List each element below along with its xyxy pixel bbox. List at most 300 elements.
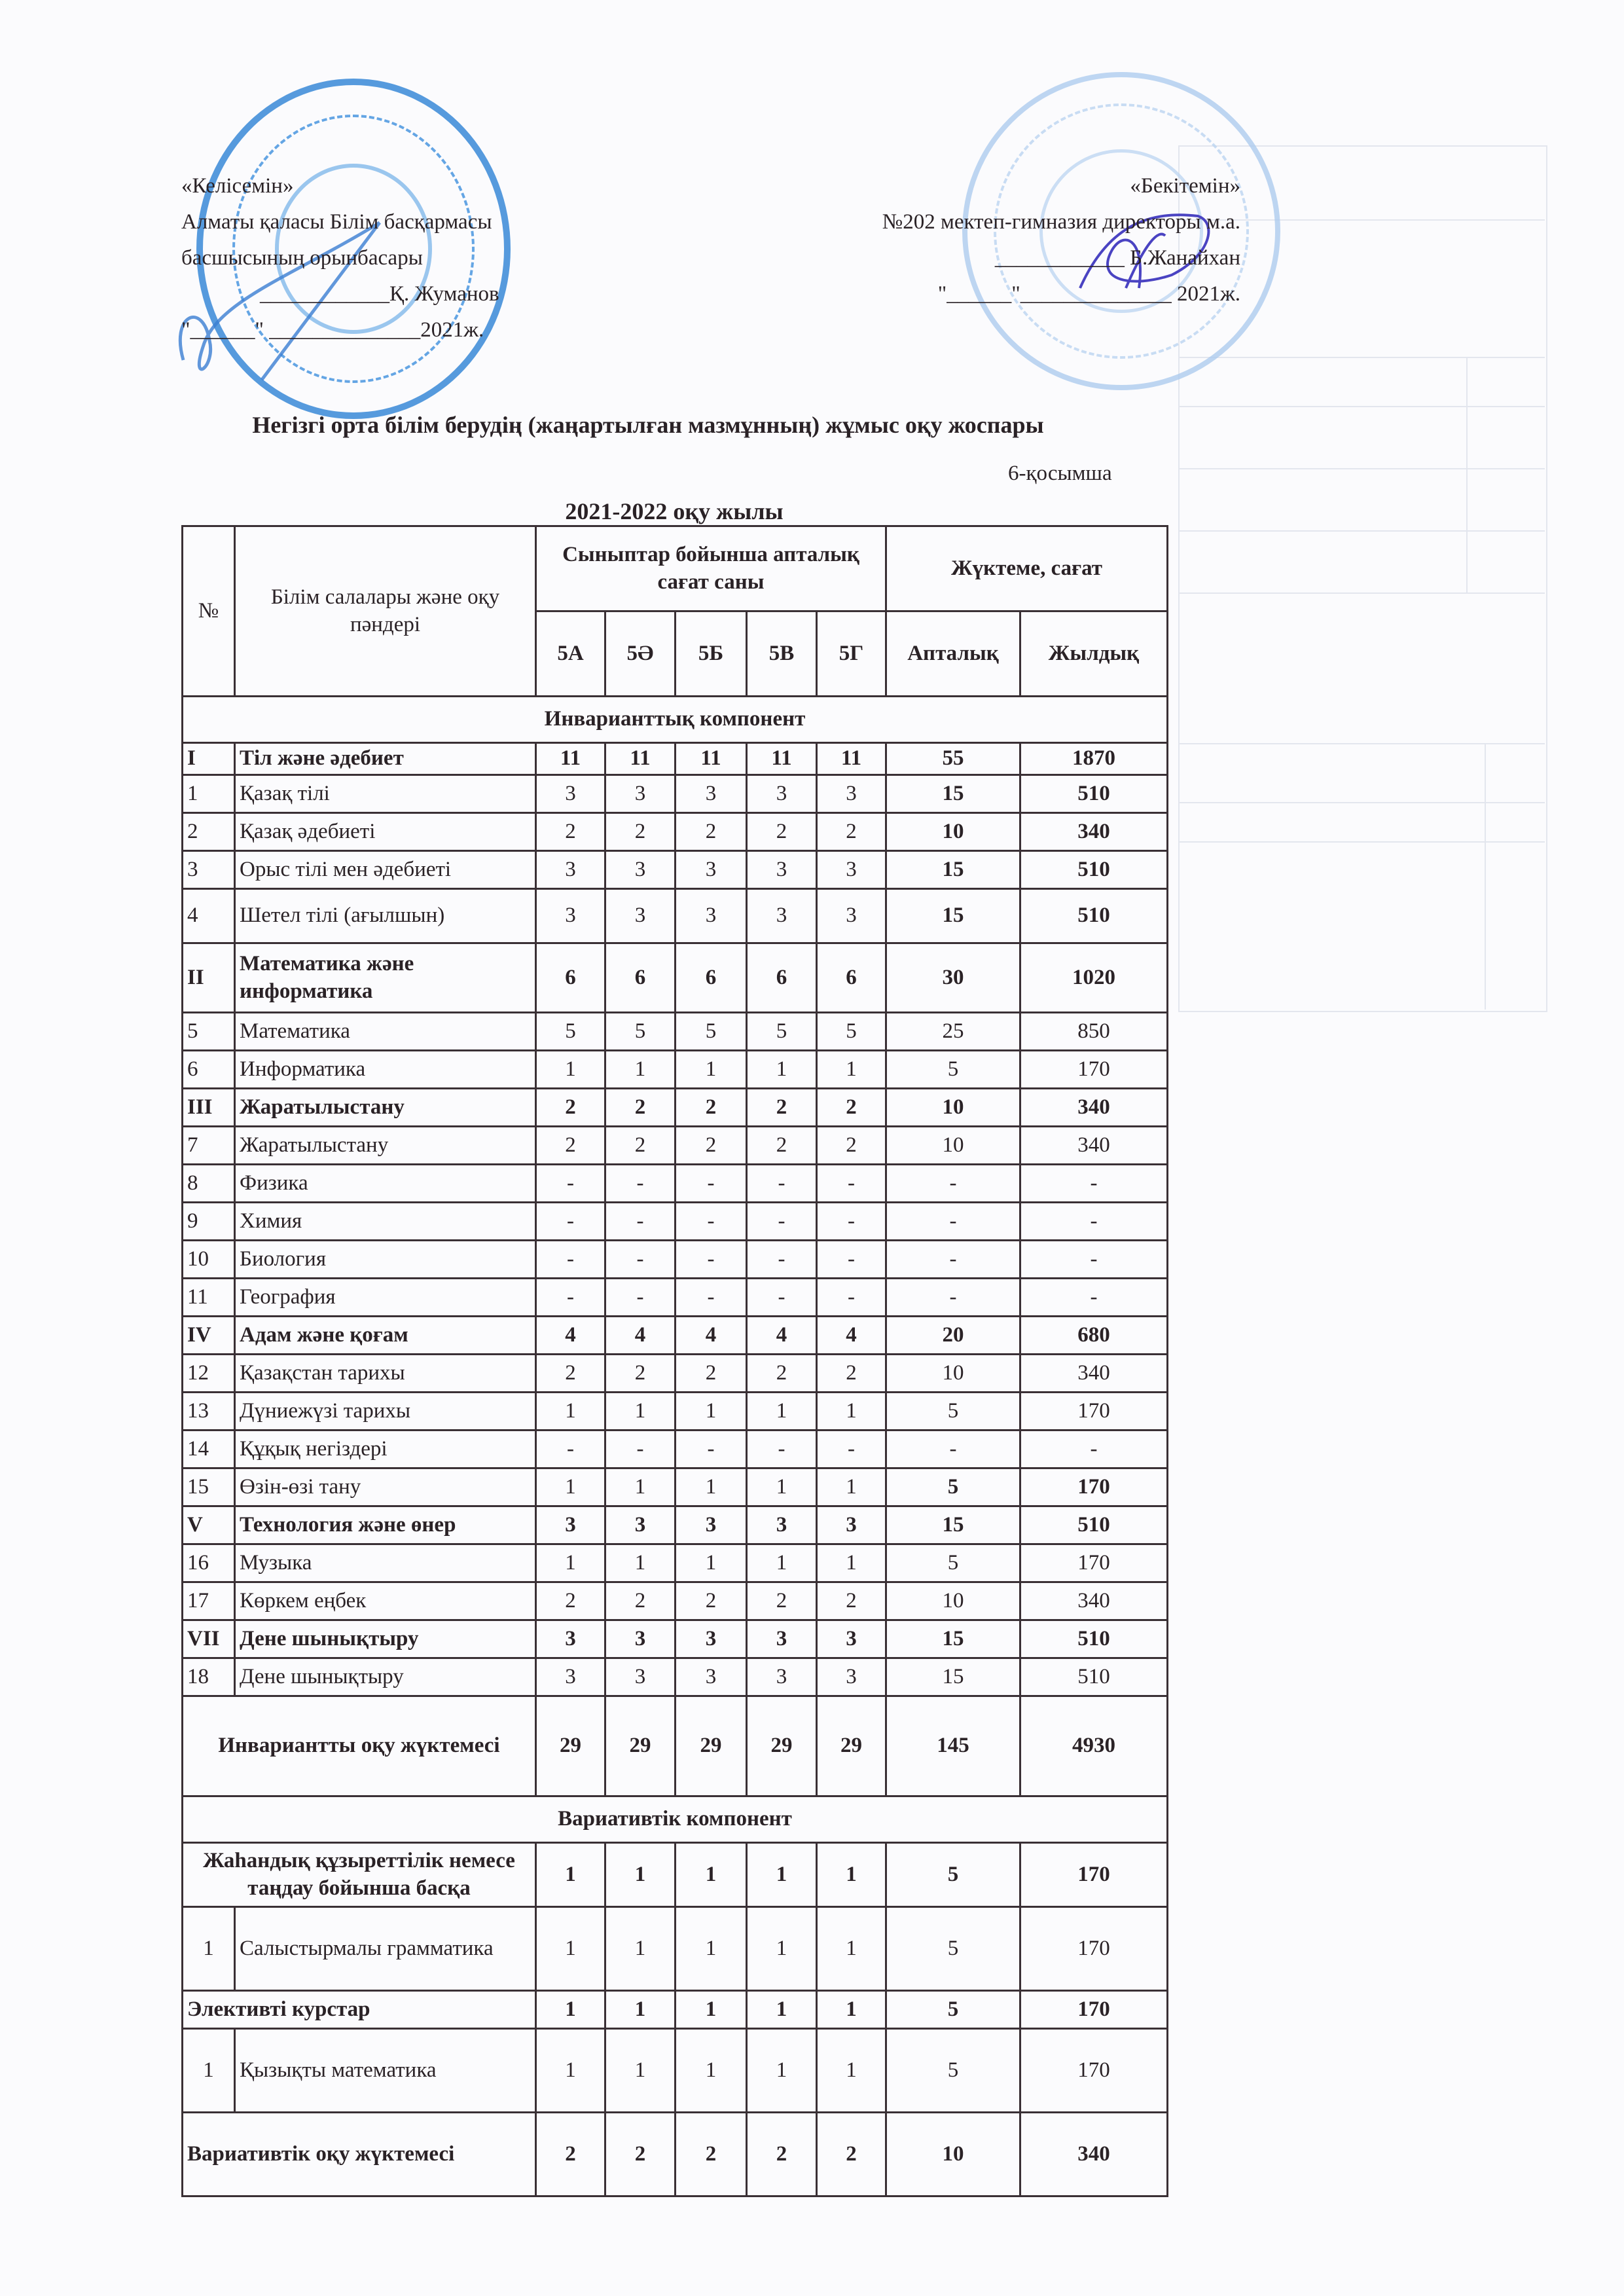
row-yearly: 1020 (1020, 943, 1168, 1013)
row-num: II (183, 943, 235, 1013)
row-num: 15 (183, 1468, 235, 1506)
row-class-hours: 5 (747, 1013, 817, 1051)
row-class-hours: 3 (605, 1506, 676, 1544)
row-class-hours: 2 (536, 1355, 605, 1393)
row-class-hours: 2 (605, 1127, 676, 1165)
row-subject: Физика (235, 1165, 536, 1203)
row-subject: Орыс тілі мен әдебиеті (235, 851, 536, 889)
invariant-section-title: Инварианттық компонент (183, 697, 1168, 743)
row-class-hours: 4 (676, 1317, 747, 1355)
row-num: 17 (183, 1582, 235, 1620)
row-class-hours: 1 (536, 1393, 605, 1430)
row-class-hours: 2 (676, 1355, 747, 1393)
row-class-hours: 2 (817, 1355, 886, 1393)
header-weekly: Апталық (886, 611, 1020, 697)
row-class-hours: 3 (747, 851, 817, 889)
approval-signer: ____________ Б.Жанайхан (994, 246, 1240, 270)
approval-org-line1: Алматы қаласы Білім басқармасы (181, 210, 492, 234)
row-weekly: 55 (886, 743, 1020, 775)
row-yearly: - (1020, 1203, 1168, 1241)
table-row-group (183, 1506, 1168, 1544)
row-class-hours: - (747, 1203, 817, 1241)
row-class-hours: 2 (536, 1582, 605, 1620)
row-class-hours: 3 (747, 1620, 817, 1658)
row-class-hours: 4 (747, 1317, 817, 1355)
row-subject: Жаратылыстану (235, 1127, 536, 1165)
row-num: 1 (183, 775, 235, 813)
row-class-hours: 1 (536, 1468, 605, 1506)
row-weekly: - (886, 1203, 1020, 1241)
row-class-hours: 1 (536, 2029, 605, 2113)
curriculum-table-body (183, 697, 1168, 2196)
row-weekly: 5 (886, 2029, 1020, 2113)
row-class-hours: 2 (536, 813, 605, 851)
table-row (183, 1355, 1168, 1393)
row-weekly: - (886, 1241, 1020, 1279)
row-class-hours: 2 (817, 1582, 886, 1620)
total-label: Вариативтік оқу жүктемесі (183, 2113, 536, 2196)
row-weekly: 15 (886, 775, 1020, 813)
header-num: № (183, 526, 235, 697)
table-row (183, 1468, 1168, 1506)
variative-section-title: Вариативтік компонент (183, 1796, 1168, 1843)
row-class-hours: 1 (605, 1393, 676, 1430)
row-class-hours: 3 (536, 1506, 605, 1544)
header-class: 5В (747, 611, 817, 697)
row-weekly: 5 (886, 1843, 1020, 1907)
row-class-hours: 1 (747, 1843, 817, 1907)
row-class-hours: 4 (536, 1317, 605, 1355)
row-num: V (183, 1506, 235, 1544)
row-subject: Салыстырмалы грамматика (235, 1907, 536, 1991)
row-num: 10 (183, 1241, 235, 1279)
row-class-hours: 1 (536, 1544, 605, 1582)
row-class-hours: - (747, 1430, 817, 1468)
row-weekly: 15 (886, 851, 1020, 889)
row-subject: Дене шынықтыру (235, 1620, 536, 1658)
row-class-hours: 1 (817, 1544, 886, 1582)
table-row (183, 1127, 1168, 1165)
row-class-hours: 1 (605, 1051, 676, 1089)
row-yearly: 1870 (1020, 743, 1168, 775)
total-class-hours: 2 (817, 2113, 886, 2196)
row-num: 8 (183, 1165, 235, 1203)
row-num: 1 (183, 1907, 235, 1991)
row-class-hours: 3 (676, 1658, 747, 1696)
row-class-hours: 1 (747, 1991, 817, 2029)
row-subject: Музыка (235, 1544, 536, 1582)
approval-block-right (877, 168, 1240, 312)
curriculum-table (181, 525, 1168, 2197)
row-weekly: 5 (886, 1907, 1020, 1991)
table-row (183, 1051, 1168, 1089)
row-class-hours: 5 (817, 1013, 886, 1051)
row-num: 2 (183, 813, 235, 851)
row-class-hours: 3 (817, 889, 886, 943)
row-weekly: 15 (886, 1506, 1020, 1544)
row-class-hours: 2 (747, 1355, 817, 1393)
row-weekly: 5 (886, 1393, 1020, 1430)
variative-group-label: Элективті курстар (183, 1991, 536, 2029)
row-subject: Математика (235, 1013, 536, 1051)
row-num: 4 (183, 889, 235, 943)
row-yearly: 340 (1020, 813, 1168, 851)
row-class-hours: - (536, 1241, 605, 1279)
row-num: IV (183, 1317, 235, 1355)
row-class-hours: 1 (747, 1544, 817, 1582)
row-num: III (183, 1089, 235, 1127)
row-num: 5 (183, 1013, 235, 1051)
table-row (183, 1658, 1168, 1696)
table-row (183, 775, 1168, 813)
row-yearly: 510 (1020, 1506, 1168, 1544)
total-weekly: 10 (886, 2113, 1020, 2196)
row-yearly: 340 (1020, 1089, 1168, 1127)
row-class-hours: 1 (747, 1907, 817, 1991)
invariant-section (183, 697, 1168, 743)
header-class: 5Ә (605, 611, 676, 697)
total-class-hours: 2 (676, 2113, 747, 2196)
row-class-hours: 3 (747, 1506, 817, 1544)
variative-group-row (183, 1843, 1168, 1907)
row-subject: Биология (235, 1241, 536, 1279)
row-yearly: 510 (1020, 1620, 1168, 1658)
row-class-hours: - (817, 1203, 886, 1241)
row-yearly: 340 (1020, 1127, 1168, 1165)
row-class-hours: 3 (747, 775, 817, 813)
invariant-total-row (183, 1696, 1168, 1796)
row-class-hours: 1 (817, 1907, 886, 1991)
row-class-hours: - (536, 1203, 605, 1241)
table-row (183, 1430, 1168, 1468)
row-weekly: 5 (886, 1051, 1020, 1089)
approval-date: "______" ______________2021ж. (181, 318, 484, 342)
total-weekly: 145 (886, 1696, 1020, 1796)
row-class-hours: 1 (676, 1843, 747, 1907)
row-class-hours: 2 (747, 1089, 817, 1127)
row-class-hours: - (676, 1279, 747, 1317)
variative-total-row (183, 2113, 1168, 2196)
row-class-hours: - (747, 1279, 817, 1317)
row-class-hours: 3 (676, 1506, 747, 1544)
row-subject: Информатика (235, 1051, 536, 1089)
row-class-hours: 1 (536, 1051, 605, 1089)
row-subject: География (235, 1279, 536, 1317)
row-class-hours: - (747, 1241, 817, 1279)
row-yearly: 850 (1020, 1013, 1168, 1051)
approval-date: "______"______________ 2021ж. (937, 282, 1240, 306)
row-class-hours: - (817, 1430, 886, 1468)
row-class-hours: 1 (605, 1907, 676, 1991)
row-class-hours: 3 (676, 851, 747, 889)
row-class-hours: - (676, 1165, 747, 1203)
row-class-hours: 3 (536, 1620, 605, 1658)
row-subject: Адам және қоғам (235, 1317, 536, 1355)
row-class-hours: 1 (817, 1051, 886, 1089)
row-class-hours: 3 (817, 851, 886, 889)
row-class-hours: - (605, 1279, 676, 1317)
row-subject: Дүниежүзі тарихы (235, 1393, 536, 1430)
table-row (183, 1582, 1168, 1620)
row-yearly: 510 (1020, 775, 1168, 813)
row-weekly: 20 (886, 1317, 1020, 1355)
total-class-hours: 29 (817, 1696, 886, 1796)
row-class-hours: 3 (536, 889, 605, 943)
total-yearly: 4930 (1020, 1696, 1168, 1796)
row-class-hours: 2 (817, 1089, 886, 1127)
row-yearly: - (1020, 1279, 1168, 1317)
row-class-hours: 1 (605, 1991, 676, 2029)
row-class-hours: 11 (676, 743, 747, 775)
row-class-hours: 5 (676, 1013, 747, 1051)
row-yearly: 340 (1020, 1355, 1168, 1393)
row-class-hours: 3 (676, 775, 747, 813)
row-class-hours: 1 (676, 1393, 747, 1430)
approval-org-line1: №202 мектеп-гимназия директоры м.а. (882, 210, 1240, 234)
row-num: 12 (183, 1355, 235, 1393)
row-class-hours: 6 (605, 943, 676, 1013)
row-class-hours: 1 (676, 1468, 747, 1506)
approval-label: «Бекітемін» (1130, 174, 1240, 198)
row-num: 13 (183, 1393, 235, 1430)
row-class-hours: 6 (676, 943, 747, 1013)
row-num: 1 (183, 2029, 235, 2113)
row-class-hours: 1 (747, 1051, 817, 1089)
row-subject: Дене шынықтыру (235, 1658, 536, 1696)
row-yearly: 170 (1020, 1991, 1168, 2029)
row-subject: Өзін-өзі тану (235, 1468, 536, 1506)
table-row-group (183, 943, 1168, 1013)
table-row (183, 1393, 1168, 1430)
row-num: 16 (183, 1544, 235, 1582)
row-class-hours: 1 (817, 2029, 886, 2113)
row-class-hours: 1 (747, 2029, 817, 2113)
row-class-hours: 11 (605, 743, 676, 775)
row-class-hours: 11 (747, 743, 817, 775)
approval-signer: ____________Қ. Жуманов (260, 282, 499, 306)
academic-year: 2021-2022 оқу жылы (565, 498, 784, 524)
row-class-hours: 3 (605, 1658, 676, 1696)
row-class-hours: 6 (817, 943, 886, 1013)
variative-item-row (183, 2029, 1168, 2113)
row-class-hours: 3 (605, 851, 676, 889)
row-weekly: 25 (886, 1013, 1020, 1051)
row-class-hours: 1 (605, 1468, 676, 1506)
row-num: 9 (183, 1203, 235, 1241)
row-subject: Қазақ тілі (235, 775, 536, 813)
row-class-hours: 11 (817, 743, 886, 775)
total-class-hours: 2 (605, 2113, 676, 2196)
row-yearly: 170 (1020, 1468, 1168, 1506)
row-class-hours: 1 (536, 1843, 605, 1907)
row-weekly: 5 (886, 1991, 1020, 2029)
row-class-hours: 2 (747, 1582, 817, 1620)
row-subject: Жаратылыстану (235, 1089, 536, 1127)
header-yearly: Жылдық (1020, 611, 1168, 697)
table-row-group (183, 743, 1168, 775)
row-class-hours: - (817, 1241, 886, 1279)
row-class-hours: 2 (676, 1127, 747, 1165)
row-yearly: 340 (1020, 1582, 1168, 1620)
row-class-hours: 2 (676, 813, 747, 851)
total-yearly: 340 (1020, 2113, 1168, 2196)
row-subject: Шетел тілі (ағылшын) (235, 889, 536, 943)
table-row-group (183, 1089, 1168, 1127)
row-weekly: - (886, 1165, 1020, 1203)
row-subject: Математика және информатика (235, 943, 536, 1013)
document-title: Негізгі орта білім берудің (жаңартылған мазмұнның) жұмыс оқу жоспары (252, 412, 1044, 438)
row-class-hours: - (605, 1165, 676, 1203)
row-yearly: 170 (1020, 2029, 1168, 2113)
row-class-hours: 2 (676, 1089, 747, 1127)
row-yearly: 510 (1020, 851, 1168, 889)
row-class-hours: 2 (747, 813, 817, 851)
row-num: 6 (183, 1051, 235, 1089)
row-yearly: 680 (1020, 1317, 1168, 1355)
row-num: 3 (183, 851, 235, 889)
row-yearly: - (1020, 1430, 1168, 1468)
row-subject: Қазақстан тарихы (235, 1355, 536, 1393)
row-weekly: 10 (886, 1089, 1020, 1127)
row-class-hours: 5 (536, 1013, 605, 1051)
row-subject: Тіл және әдебиет (235, 743, 536, 775)
row-class-hours: 2 (605, 813, 676, 851)
row-class-hours: - (536, 1165, 605, 1203)
row-class-hours: - (676, 1430, 747, 1468)
table-row (183, 889, 1168, 943)
row-weekly: 15 (886, 1620, 1020, 1658)
table-row (183, 1241, 1168, 1279)
row-class-hours: 3 (747, 1658, 817, 1696)
row-class-hours: 1 (676, 1544, 747, 1582)
table-row (183, 851, 1168, 889)
header-class: 5А (536, 611, 605, 697)
row-class-hours: 1 (605, 1544, 676, 1582)
row-num: 11 (183, 1279, 235, 1317)
row-class-hours: 1 (747, 1393, 817, 1430)
row-weekly: 10 (886, 1355, 1020, 1393)
approval-org-line2: басшысының орынбасары (181, 246, 423, 270)
row-class-hours: 2 (605, 1089, 676, 1127)
row-subject: Қызықты математика (235, 2029, 536, 2113)
row-class-hours: 1 (605, 2029, 676, 2113)
row-class-hours: 2 (747, 1127, 817, 1165)
row-class-hours: 3 (605, 889, 676, 943)
row-class-hours: 2 (536, 1089, 605, 1127)
row-class-hours: 2 (536, 1127, 605, 1165)
row-weekly: - (886, 1279, 1020, 1317)
row-yearly: 510 (1020, 1658, 1168, 1696)
row-class-hours: 3 (605, 1620, 676, 1658)
row-num: I (183, 743, 235, 775)
row-class-hours: - (605, 1430, 676, 1468)
variative-group-row (183, 1991, 1168, 2029)
row-weekly: - (886, 1430, 1020, 1468)
row-yearly: 170 (1020, 1907, 1168, 1991)
table-row (183, 1203, 1168, 1241)
row-class-hours: 3 (536, 851, 605, 889)
row-class-hours: 3 (676, 1620, 747, 1658)
row-class-hours: 2 (817, 1127, 886, 1165)
row-weekly: 30 (886, 943, 1020, 1013)
row-class-hours: 1 (536, 1907, 605, 1991)
row-class-hours: 1 (536, 1991, 605, 2029)
row-class-hours: - (605, 1203, 676, 1241)
row-class-hours: - (817, 1165, 886, 1203)
row-class-hours: 3 (536, 775, 605, 813)
variative-group-label: Жаһандық құзыреттілік немесе таңдау бойынша басқа (183, 1843, 536, 1907)
total-class-hours: 2 (747, 2113, 817, 2196)
variative-item-row (183, 1907, 1168, 1991)
total-class-hours: 29 (676, 1696, 747, 1796)
table-row (183, 1165, 1168, 1203)
row-yearly: 170 (1020, 1544, 1168, 1582)
row-subject: Қазақ әдебиеті (235, 813, 536, 851)
row-class-hours: 1 (676, 1051, 747, 1089)
row-class-hours: 1 (817, 1991, 886, 2029)
row-class-hours: 11 (536, 743, 605, 775)
row-class-hours: 1 (817, 1468, 886, 1506)
header-load-group: Жүктеме, сағат (886, 526, 1168, 611)
row-class-hours: 1 (817, 1393, 886, 1430)
row-class-hours: - (605, 1241, 676, 1279)
row-weekly: 10 (886, 1127, 1020, 1165)
row-class-hours: 6 (747, 943, 817, 1013)
row-weekly: 10 (886, 813, 1020, 851)
total-class-hours: 2 (536, 2113, 605, 2196)
header-class: 5Б (676, 611, 747, 697)
row-weekly: 5 (886, 1544, 1020, 1582)
row-class-hours: 3 (817, 775, 886, 813)
row-class-hours: 6 (536, 943, 605, 1013)
table-row (183, 1544, 1168, 1582)
row-yearly: 170 (1020, 1051, 1168, 1089)
header-class: 5Г (817, 611, 886, 697)
row-class-hours: 2 (676, 1582, 747, 1620)
row-class-hours: 1 (747, 1468, 817, 1506)
row-subject: Көркем еңбек (235, 1582, 536, 1620)
row-yearly: 170 (1020, 1843, 1168, 1907)
row-num: 7 (183, 1127, 235, 1165)
appendix-label: 6-қосымша (1008, 462, 1112, 485)
table-row-group (183, 1317, 1168, 1355)
variative-section (183, 1796, 1168, 1843)
row-subject: Химия (235, 1203, 536, 1241)
row-class-hours: - (536, 1430, 605, 1468)
table-row (183, 813, 1168, 851)
row-class-hours: 3 (676, 889, 747, 943)
total-class-hours: 29 (605, 1696, 676, 1796)
row-class-hours: 1 (676, 1907, 747, 1991)
row-class-hours: 2 (605, 1582, 676, 1620)
row-class-hours: 1 (676, 2029, 747, 2113)
row-subject: Құқық негіздері (235, 1430, 536, 1468)
total-class-hours: 29 (747, 1696, 817, 1796)
row-class-hours: 2 (605, 1355, 676, 1393)
row-weekly: 10 (886, 1582, 1020, 1620)
row-class-hours: - (747, 1165, 817, 1203)
table-row-group (183, 1620, 1168, 1658)
row-weekly: 15 (886, 1658, 1020, 1696)
row-yearly: - (1020, 1165, 1168, 1203)
total-label: Инвариантты оқу жүктемесі (183, 1696, 536, 1796)
row-class-hours: - (676, 1203, 747, 1241)
row-class-hours: 3 (817, 1620, 886, 1658)
row-class-hours: 2 (817, 813, 886, 851)
row-weekly: 5 (886, 1468, 1020, 1506)
header-subject: Білім салалары және оқу пәндері (235, 526, 536, 697)
row-weekly: 15 (886, 889, 1020, 943)
